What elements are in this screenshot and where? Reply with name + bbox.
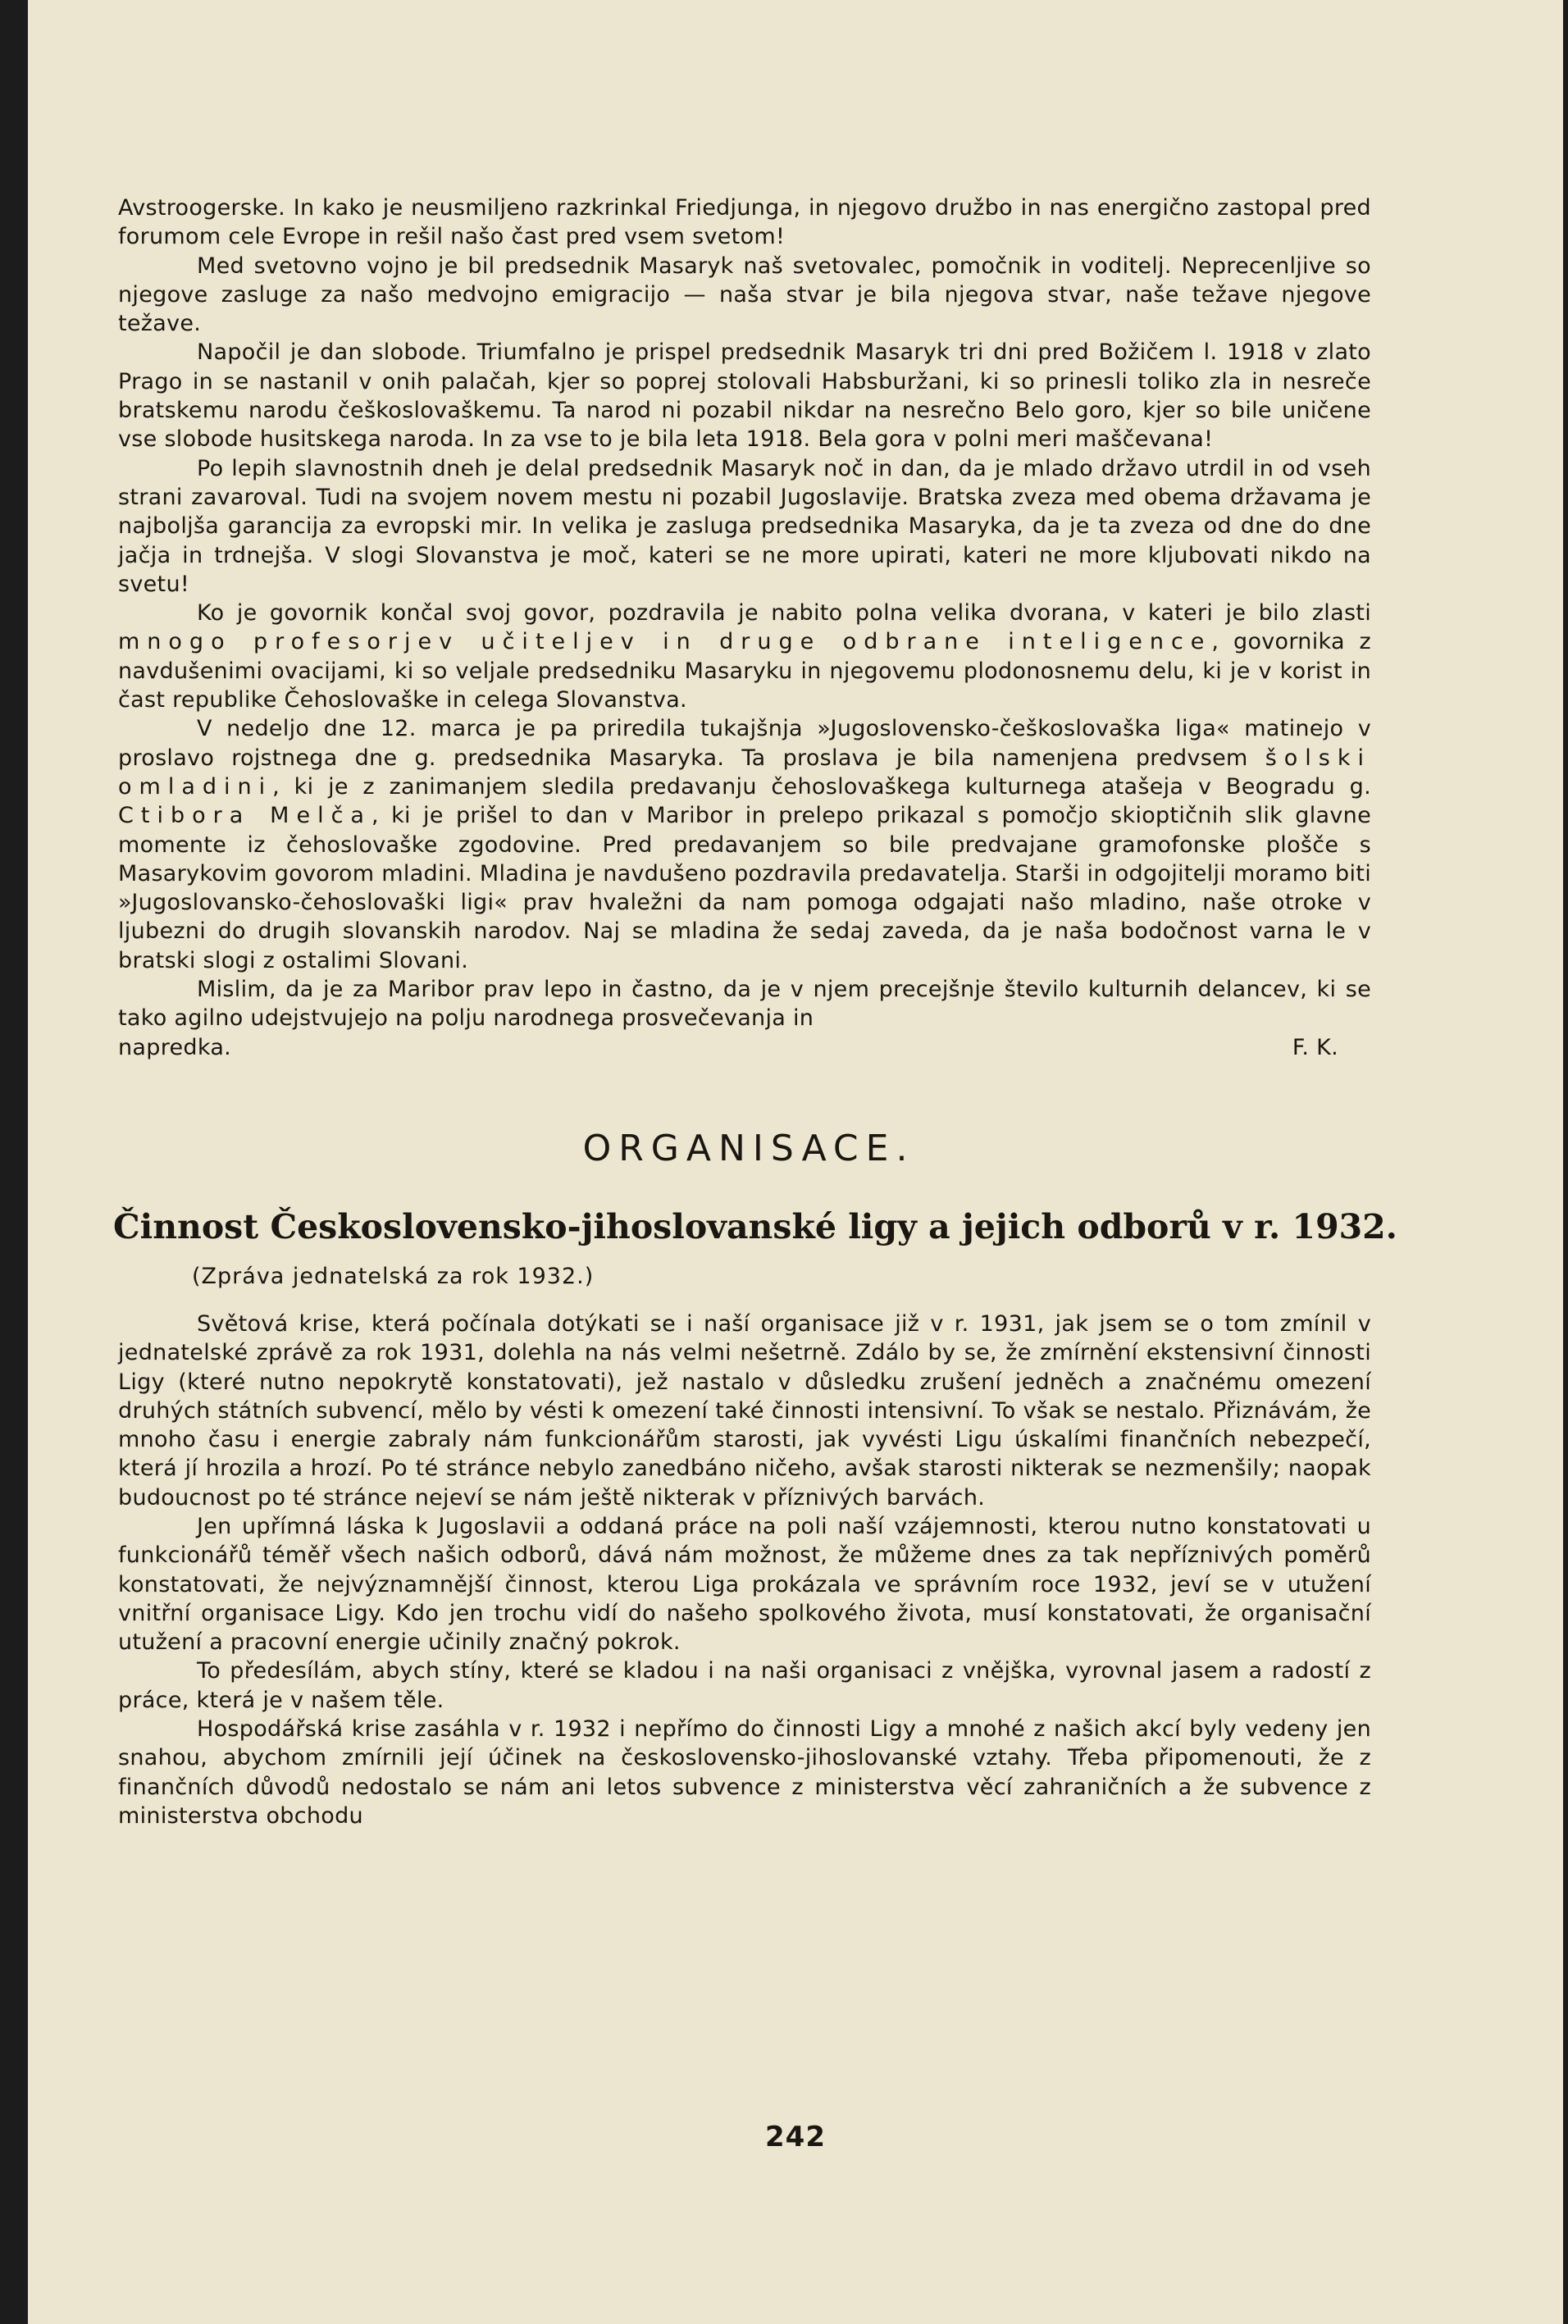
article-subtitle: (Zpráva jednatelská za rok 1932.) bbox=[192, 1263, 595, 1289]
page-content bbox=[113, 194, 1397, 1830]
author-signature: F. K. bbox=[1292, 1034, 1338, 1060]
page-number: 242 bbox=[765, 2121, 826, 2153]
paragraph: Hospodářská krise zasáhla v r. 1932 i nepřímo do činnosti Ligy a mnohé z našich akcí byly vedeny jen snahou, abychom zmírnili její účinek na československo-jihoslovanské vztahy. Třeba připomenouti, že z finančních důvodů nedostalo se nám ani letos subvence z ministerstva věcí zahraničních a že subvence z ministerstva obchodu bbox=[118, 1716, 1371, 1829]
paragraph-text: Ko je govornik končal svoj govor, pozdravila je nabito polna velika dvorana, v kateri je bilo zlasti bbox=[197, 600, 1371, 627]
paragraph: Jen upřímná láska k Jugoslavii a oddaná práce na poli naší vzájemnosti, kterou nutno konstatovati u funkcionářů téměř všech našich odborů, dává nám možnost, že můžeme dnes za tak nepříznivých poměrů konstatovati, že nejvýznamnější činnost, kterou Liga prokázala ve správním roce 1932, jeví se v utužení vnitřní organisace Ligy. Kdo jen trochu vidí do našeho spolkového života, musí konstatovati, že organisační utužení a pracovní energie učinily značný pokrok. bbox=[118, 1513, 1371, 1656]
paragraph-text: , ki je z zanimanjem sledila predavanju čehoslovaškega kulturnega atašeja v Beogradu g. bbox=[272, 773, 1371, 800]
paragraph: Po lepih slavnostnih dneh je delal predsednik Masaryk noč in dan, da je mlado državo utrdil in od vseh strani zavaroval. Tudi na svojem novem mestu ni pozabil Jugoslavije. Bratska zveza med obema državama je najboljša garancija za evropski mir. In velika je zasluga predsednika Masaryka, da je ta zveza od dne do dne jačja in trdnejša. V slogi Slovanstva je moč, kateri se ne more upirati, kateri ne more kljubovati nikdo na svetu! bbox=[118, 455, 1371, 597]
paragraph: Napočil je dan slobode. Triumfalno je prispel predsednik Masaryk tri dni pred Božičem l. 1918 v zlato Prago in se nastanil v onih palačah, kjer so poprej stolovali Habsburžani, ki so prinesli toliko zla in nesreče bratskemu narodu češkoslovaškemu. Ta narod ni pozabil nikdar na nesrečno Belo goro, kjer so bile uničene vse slobode husitskega naroda. In za vse to je bila leta 1918. Bela gora v polni meri maščevana! bbox=[118, 339, 1371, 453]
paragraph: Světová krise, která počínala dotýkati se i naší organisace již v r. 1931, jak jsem se o tom zmínil v jednatelské zprávě za rok 1931, dolehla na nás velmi nešetrně. Zdálo by se, že zmírnění ekstensivní činnosti Ligy (které nutno nepokrytě konstatovati), jež nastalo v důsledku zrušení jedněch a značnému omezení druhých státních subvencí, mělo by vésti k omezení také činnosti intensivní. To však se nestalo. Přiznávám, že mnoho času i energie zabraly nám funkcionářům starosti, jak vyvésti Ligu úskalími finančních nebezpečí, která jí hrozila a hrozí. Po té stránce nebylo zanedbáno ničeho, avšak starosti nikterak se nezmenšily; naopak budoucnost po té stránce nejeví se nám ještě nikterak v příznivých barvách. bbox=[118, 1310, 1371, 1511]
paragraph-text: V nedeljo dne 12. marca je pa priredila tukajšnja »Jugoslovensko-češkoslovaška liga« matinejo v proslavo rojstnega dne g. predsednika Masaryka. Ta proslava je bila namenjena predvsem bbox=[118, 716, 1371, 771]
paragraph bbox=[118, 714, 1371, 975]
paragraph-text: , govornika z navdušenimi ovacijami, ki so veljale predsedniku Masaryku in njegovemu plodonosnemu delu, ki je v korist in čast republike Čehoslovaške in celega Slovanstva. bbox=[118, 629, 1371, 713]
paragraph: Avstroogerske. In kako je neusmiljeno razkrinkal Friedjunga, in njegovo družbo in nas energično zastopal pred forumom cele Evrope in rešil našo čast pred vsem svetom! bbox=[118, 195, 1371, 250]
document-page bbox=[28, 0, 1563, 2324]
spaced-emphasis: Ctibora Melča bbox=[118, 803, 371, 829]
paragraph bbox=[118, 599, 1371, 714]
article-title: Činnost Československo-jihoslovanské ligy a jejich odborů v r. 1932. bbox=[113, 1206, 1397, 1246]
paragraph: Med svetovno vojno je bil predsednik Masaryk naš svetovalec, pomočnik in voditelj. Neprecenljive so njegove zasluge za našo medvojno emigracijo — naša stvar je bila njegova stvar, naše težave njegove težave. bbox=[118, 253, 1371, 337]
spaced-emphasis: mnogo profesorjev učiteljev in druge odbrane inteligence bbox=[118, 629, 1212, 655]
section-heading: ORGANISACE. bbox=[582, 1127, 915, 1169]
closing-word: napredka. bbox=[118, 1034, 232, 1060]
spaced-emphasis: šolski omladini bbox=[118, 745, 1371, 800]
paragraph: To předesílám, abych stíny, které se kladou i na naši organisaci z vnějška, vyrovnal jasem a radostí z práce, která je v našem těle. bbox=[118, 1658, 1371, 1713]
paragraph: Mislim, da je za Maribor prav lepo in častno, da je v njem precejšnje število kulturnih delancev, ki se tako agilno udejstvujejo na polju narodnega prosvečevanja in bbox=[118, 977, 1371, 1032]
signoff-line bbox=[118, 1033, 1371, 1062]
paragraph-text: , ki je prišel to dan v Maribor in prelepo prikazal s pomočjo skioptičnih slik glavne momente iz čehoslovaške zgodovine. Pred predavanjem so bile predvajane gramofonske plošče s Masarykovim govorom mladini. Mladina je navdušeno pozdravila predavatelja. Starši in odgojitelji moramo biti »Jugoslovansko-čehoslovaški ligi« prav hvaležni da nam pomoga odgajati našo mladino, naše otroke v ljubezni do drugih slovanskih narodov. Naj se mladina že sedaj zaveda, da je naša bodočnost varna le v bratski slogi z ostalimi Slovani. bbox=[118, 803, 1371, 973]
